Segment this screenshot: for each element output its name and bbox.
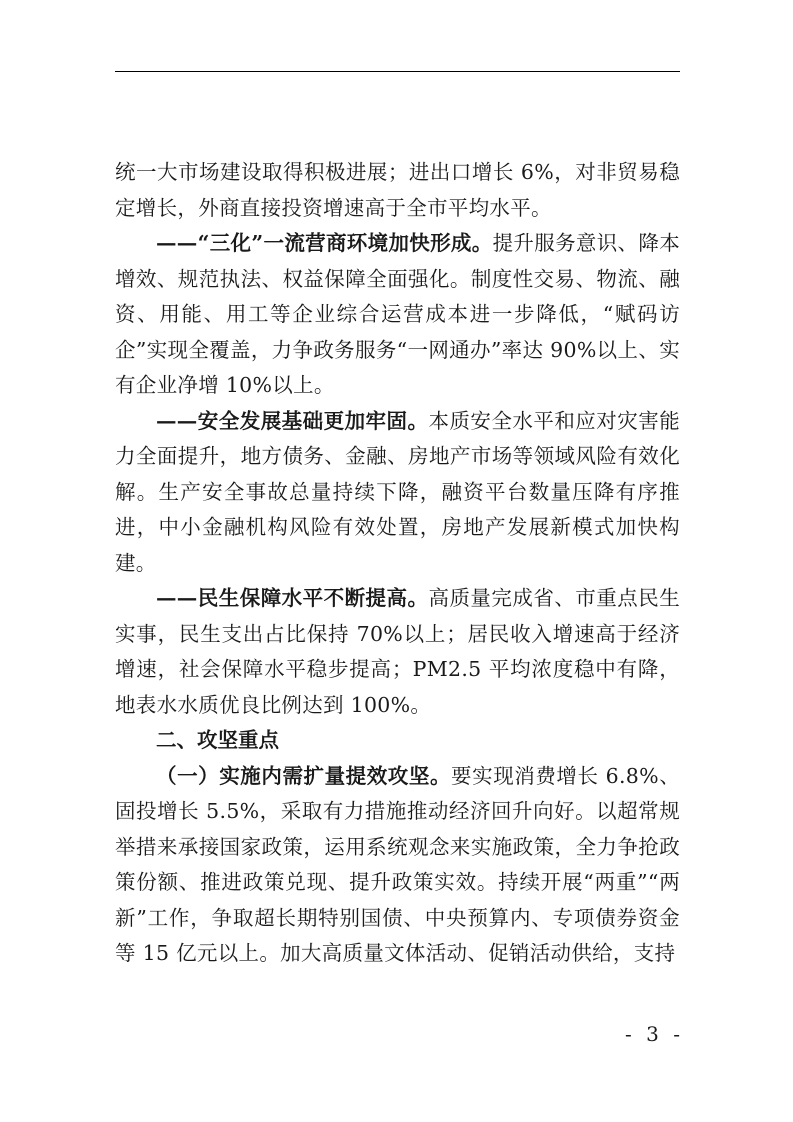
lead-safety: ——安全发展基础更加牢固。: [156, 408, 429, 433]
section-heading: 二、攻坚重点: [156, 728, 279, 752]
paragraph-livelihood: [115, 581, 680, 723]
paragraph-safety: [115, 404, 680, 582]
body-safety: 本质安全水平和应对灾害能力全面提升，地方债务、金融、房地产市场等领域风险有效化解。生产安全事故总量持续下降，融资平台数量压降有序推进，中小金融机构风险有效处置，房地产发展新模式加快构建。: [115, 408, 680, 575]
body-livelihood: 高质量完成省、市重点民生实事，民生支出占比保持 70%以上；居民收入增速高于经济增速，社会保障水平稳步提高；PM2.5 平均浓度稳中有降，地表水水质优良比例达到 100%。: [115, 586, 680, 717]
lead-domestic-demand: （一）实施内需扩量提效攻坚。: [156, 763, 452, 788]
body-business-environment: 提升服务意识、降本增效、规范执法、权益保障全面强化。制度性交易、物流、融资、用能、用工等企业综合运营成本进一步降低，“赋码访企”实现全覆盖，力争政务服务“一网通办”率达 90%以上、实有企业净增 10%以上。: [115, 231, 681, 397]
paragraph-domestic-demand: [115, 759, 680, 972]
body-domestic-demand: 要实现消费增长 6.8%、固投增长 5.5%，采取有力措施推动经济回升向好。以超常规举措来承接国家政策，运用系统观念来实施政策，全力争抢政策份额、推进政策兑现、提升政策实效。持续开展“两重”“两新”工作，争取超长期特别国债、中央预算内、专项债券资金等 15 亿元以上。加大高质量文体活动、促销活动供给，支持: [115, 763, 681, 965]
lead-business-environment: ——“三化”一流营商环境加快形成。: [156, 231, 493, 255]
header-rule: [115, 71, 680, 72]
page-number: - 3 -: [625, 1022, 684, 1046]
document-body: [115, 155, 680, 972]
lead-livelihood: ——民生保障水平不断提高。: [156, 586, 429, 610]
paragraph-business-environment: [115, 226, 680, 404]
paragraph-1: 统一大市场建设取得积极进展；进出口增长 6%，对非贸易稳定增长，外商直接投资增速高于全市平均水平。: [115, 160, 680, 220]
